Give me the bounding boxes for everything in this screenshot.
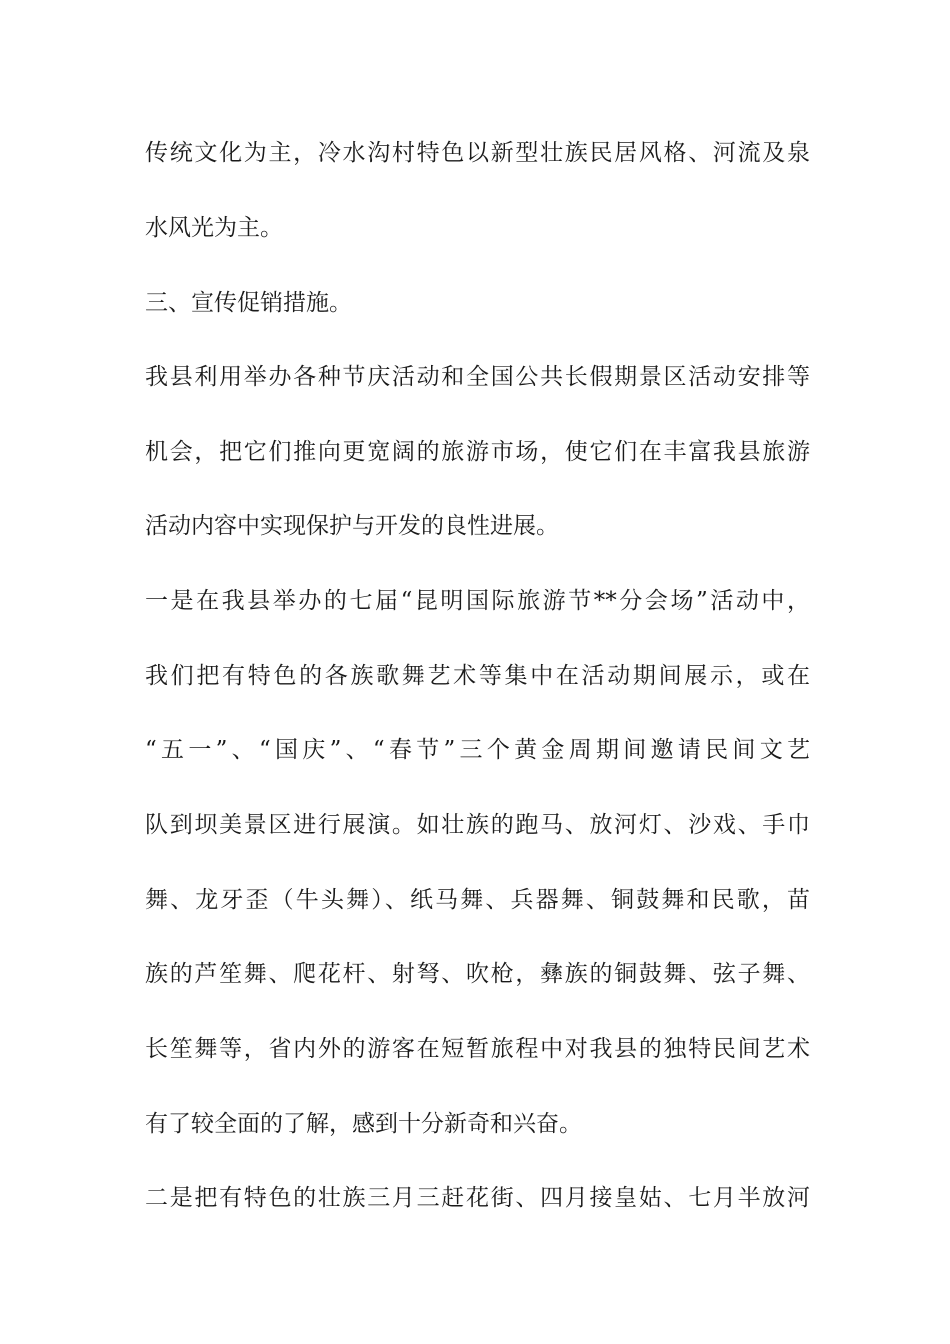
text-line: 有了较全面的了解，感到十分新奇和兴奋。	[145, 1111, 582, 1137]
text-line: 我县利用举办各种节庆活动和全国公共长假期景区活动安排等	[145, 364, 810, 390]
text-line: 我们把有特色的各族歌舞艺术等集中在活动期间展示，或在	[145, 663, 810, 689]
text-line: 传统文化为主，冷水沟村特色以新型壮族民居风格、河流及泉	[145, 140, 810, 166]
text-line: 长笙舞等，省内外的游客在短暂旅程中对我县的独特民间艺术	[145, 1036, 810, 1062]
text-line: 活动内容中实现保护与开发的良性进展。	[145, 513, 559, 539]
text-line: 二是把有特色的壮族三月三赶花街、四月接皇姑、七月半放河	[145, 1185, 810, 1211]
text-line: 一是在我县举办的七届“昆明国际旅游节**分会场”活动中，	[145, 588, 810, 614]
text-line: 队到坝美景区进行展演。如壮族的跑马、放河灯、沙戏、手巾	[145, 812, 810, 838]
section-heading: 三、宣传促销措施。	[145, 290, 352, 316]
text-line: 族的芦笙舞、爬花杆、射弩、吹枪，彝族的铜鼓舞、弦子舞、	[145, 961, 810, 987]
text-line: 舞、龙牙歪（牛头舞）、纸马舞、兵器舞、铜鼓舞和民歌，苗	[145, 887, 810, 913]
text-line: 机会，把它们推向更宽阔的旅游市场，使它们在丰富我县旅游	[145, 439, 810, 465]
text-line: “五一”、“国庆”、“春节”三个黄金周期间邀请民间文艺	[145, 737, 810, 763]
text-line: 水风光为主。	[145, 215, 283, 241]
